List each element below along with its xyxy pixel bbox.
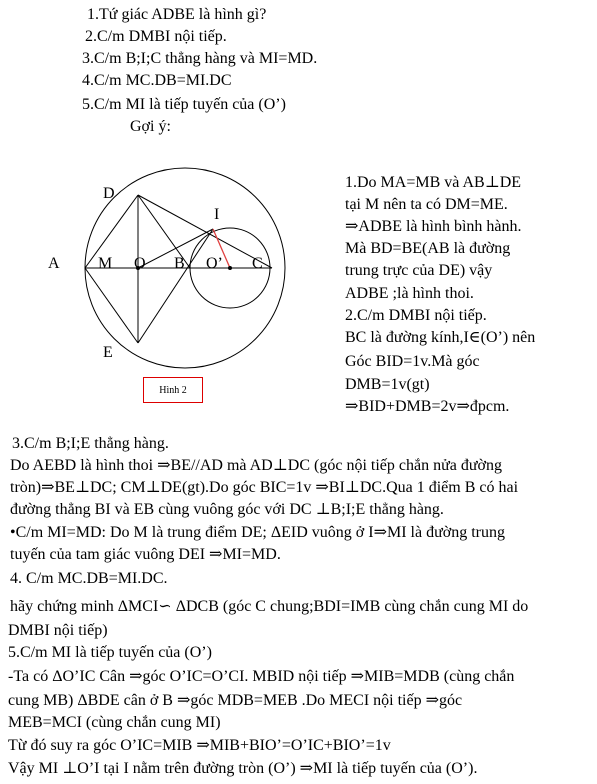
question-5: 5.C/m MI là tiếp tuyến của (O’): [82, 96, 286, 113]
hint-line: 1.Do MA=MB và AB⊥DE: [345, 174, 522, 191]
label-I: I: [214, 206, 220, 223]
body-line: Vậy MI ⊥O’I tại I nằm trên đường tròn (O’) ⇒MI là tiếp tuyến của (O’).: [8, 760, 478, 777]
hint-line: tại M nên ta có DM=ME.: [345, 196, 508, 213]
label-C: C: [252, 255, 263, 272]
question-2: 2.C/m DMBI nội tiếp.: [85, 28, 227, 45]
hint-line: 2.C/m DMBI nội tiếp.: [345, 307, 487, 324]
hint-line: Mà BD=BE(AB là đường: [345, 240, 511, 257]
figure-caption: Hình 2: [143, 377, 203, 403]
hint-line: ⇒ADBE là hình bình hành.: [345, 218, 522, 235]
hint-line: trung trực của DE) vậy: [345, 262, 493, 279]
label-O: O: [134, 255, 146, 272]
hint-line: BC là đường kính,I∈(O’) nên: [345, 329, 536, 346]
hint-line: Góc BID=1v.Mà góc: [345, 353, 480, 370]
body-line: DMBI nội tiếp): [8, 622, 108, 639]
body-line: 3.C/m B;I;E thẳng hàng.: [12, 435, 169, 452]
body-line: hãy chứng minh ΔMCI∽ ΔDCB (góc C chung;BDI=IMB cùng chắn cung MI do: [10, 598, 529, 615]
question-1: 1.Tứ giác ADBE là hình gì?: [87, 6, 267, 23]
hint-line: ⇒BID+DMB=2v⇒đpcm.: [345, 398, 510, 415]
label-D: D: [103, 185, 115, 202]
body-line: Từ đó suy ra góc O’IC=MIB ⇒MIB+BIO’=O’IC+BIO’=1v: [8, 737, 391, 754]
label-O2: O’: [206, 255, 223, 272]
body-line: tuyến của tam giác vuông DEI ⇒MI=MD.: [10, 546, 281, 563]
body-line: cung MB) ΔBDE cân ở B ⇒góc MDB=MEB .Do MECI nội tiếp ⇒góc: [8, 692, 463, 709]
geometry-figure: [0, 0, 340, 400]
body-line: •C/m MI=MD: Do M là trung điểm DE; ΔEID vuông ở I⇒MI là đường trung: [10, 524, 505, 541]
hint-line: ADBE ;là hình thoi.: [345, 285, 474, 302]
body-line: đường thẳng BI và EB cùng vuông góc với DC ⊥B;I;E thẳng hàng.: [10, 501, 444, 518]
segment-EI: [138, 229, 213, 343]
label-E: E: [103, 344, 113, 361]
label-M: M: [98, 255, 113, 272]
label-B: B: [174, 255, 185, 272]
question-3: 3.C/m B;I;C thẳng hàng và MI=MD.: [82, 50, 318, 67]
body-line: Do AEBD là hình thoi ⇒BE//AD mà AD⊥DC (góc nội tiếp chắn nửa đường: [10, 457, 502, 474]
hint-line: DMB=1v(gt): [345, 376, 430, 393]
body-line: 5.C/m MI là tiếp tuyến của (O’): [8, 644, 212, 661]
segment-EA: [85, 268, 138, 343]
body-line: -Ta có ΔO’IC Cân ⇒góc O’IC=O’CI. MBID nội tiếp ⇒MIB=MDB (cùng chắn: [8, 668, 515, 685]
hint-title: Gợi ý:: [130, 118, 171, 135]
point-O2: [228, 266, 232, 270]
body-line: MEB=MCI (cùng chắn cung MI): [8, 714, 221, 731]
question-4: 4.C/m MC.DB=MI.DC: [82, 72, 232, 89]
body-line: tròn)⇒BE⊥DC; CM⊥DE(gt).Do góc BIC=1v ⇒BI⊥DC.Qua 1 điểm B có hai: [10, 479, 519, 496]
label-A: A: [48, 255, 60, 272]
body-line: 4. C/m MC.DB=MI.DC.: [10, 570, 168, 587]
